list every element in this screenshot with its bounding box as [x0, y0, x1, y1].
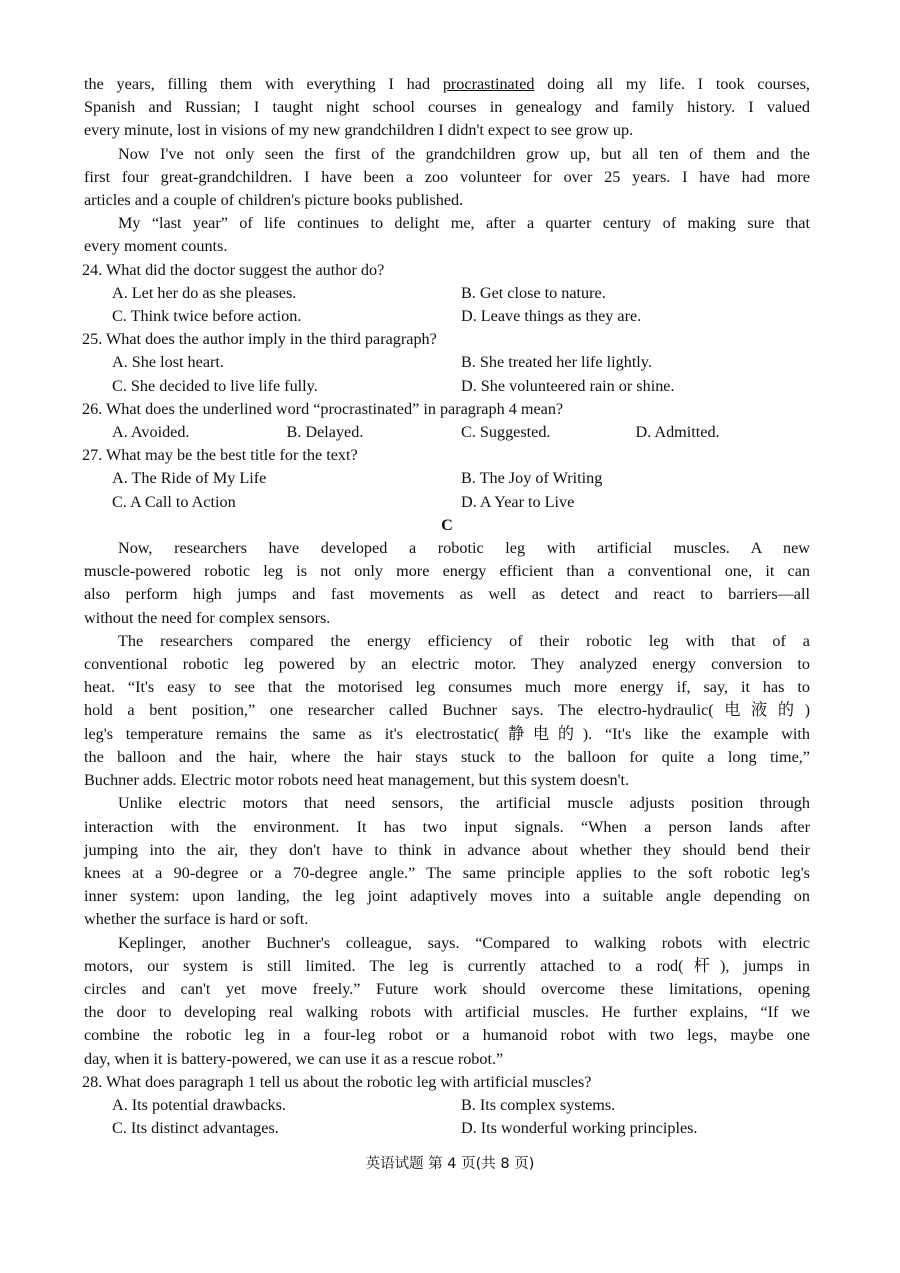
passage-line: Buchner adds. Electric motor robots need heat management, but this system doesn't.	[84, 771, 630, 790]
option-a[interactable]: A. The Ride of My Life	[112, 469, 267, 488]
option-c[interactable]: C. A Call to Action	[112, 492, 236, 511]
passage-line: whether the surface is hard or soft.	[84, 910, 309, 929]
passage-line: day, when it is battery-powered, we can use it as a rescue robot.”	[84, 1049, 504, 1068]
passage-line: articles and a couple of children's picture books published.	[84, 191, 464, 210]
passage-line: every moment counts.	[84, 237, 228, 256]
question-stem: 25. What does the author imply in the third paragraph?	[82, 330, 437, 349]
passage-line: jumping into the air, they don't have to think in advance about whether they should bend their	[84, 840, 810, 859]
text-fragment: doing all my life. I took courses,	[534, 75, 810, 93]
passage-line: circles and can't yet move freely.” Future work should overcome these limitations, opening	[84, 979, 810, 998]
option-c[interactable]: C. Its distinct advantages.	[112, 1119, 279, 1138]
option-b[interactable]: B. Its complex systems.	[461, 1095, 616, 1114]
option-row	[84, 351, 810, 374]
option-c[interactable]: C. She decided to live life fully.	[112, 376, 318, 395]
question-stem: 26. What does the underlined word “procrastinated” in paragraph 4 mean?	[82, 399, 564, 418]
option-a[interactable]: A. Its potential drawbacks.	[112, 1095, 286, 1114]
passage-line: muscle-powered robotic leg is not only more energy efficient than a conventional one, it can	[84, 562, 810, 581]
option-row	[84, 421, 810, 444]
option-d[interactable]: D. Leave things as they are.	[461, 307, 642, 326]
passage-line: Spanish and Russian; I taught night school courses in genealogy and family history. I valued	[84, 98, 810, 117]
option-row	[84, 467, 810, 490]
option-b[interactable]: B. The Joy of Writing	[461, 469, 603, 488]
passage-line: Now I've not only seen the first of the grandchildren grow up, but all ten of them and the	[118, 144, 810, 163]
option-row	[84, 1094, 810, 1117]
option-a[interactable]: A. She lost heart.	[112, 353, 224, 372]
option-a[interactable]: A. Avoided.	[112, 423, 190, 442]
passage-line: hold a bent position,” one researcher called Buchner says. The electro-hydraulic(电液的)	[84, 701, 810, 720]
passage-line: Now, researchers have developed a robotic leg with artificial muscles. A new	[118, 539, 810, 558]
option-d[interactable]: D. Admitted.	[635, 423, 720, 442]
question-stem: 28. What does paragraph 1 tell us about the robotic leg with artificial muscles?	[82, 1072, 592, 1091]
page-footer: 英语试题 第 4 页(共 8 页)	[365, 1156, 535, 1172]
passage-line: the balloon and the hair, where the hair stays stuck to the balloon for quite a long time,”	[84, 747, 810, 766]
passage-line: first four great-grandchildren. I have been a zoo volunteer for over 25 years. I have had more	[84, 167, 810, 186]
passage-line: leg's temperature remains the same as it's electrostatic(静电的). “It's like the example with	[84, 724, 810, 743]
option-row	[84, 491, 810, 514]
passage-line: without the need for complex sensors.	[84, 608, 331, 627]
passage-line: motors, our system is still limited. The leg is currently attached to a rod(杆), jumps in	[84, 956, 810, 975]
passage-line: knees at a 90-degree or a 70-degree angle.” The same principle applies to the soft robotic leg's	[84, 863, 810, 882]
passage-line: conventional robotic leg powered by an electric motor. They analyzed energy conversion to	[84, 655, 810, 674]
passage-line: Keplinger, another Buchner's colleague, says. “Compared to walking robots with electric	[118, 933, 810, 952]
option-a[interactable]: A. Let her do as she pleases.	[112, 283, 297, 302]
option-row	[84, 282, 810, 305]
passage-line: The researchers compared the energy efficiency of their robotic leg with that of a	[118, 631, 810, 650]
option-c[interactable]: C. Suggested.	[461, 423, 551, 442]
option-row	[84, 375, 810, 398]
option-row	[84, 1117, 810, 1140]
option-b[interactable]: B. Get close to nature.	[461, 283, 606, 302]
passage-line	[84, 73, 810, 96]
option-b[interactable]: B. Delayed.	[286, 423, 364, 442]
underlined-word: procrastinated	[442, 75, 535, 93]
text-fragment: the years, filling them with everything I had	[84, 75, 443, 93]
option-d[interactable]: D. She volunteered rain or shine.	[461, 376, 675, 395]
exam-page	[84, 73, 810, 1140]
passage-line: My “last year” of life continues to delight me, after a quarter century of making sure that	[118, 214, 810, 233]
option-b[interactable]: B. She treated her life lightly.	[461, 353, 652, 372]
passage-line: inner system: upon landing, the leg joint adaptively moves into a suitable angle depending on	[84, 887, 810, 906]
option-c[interactable]: C. Think twice before action.	[112, 307, 302, 326]
passage-line: Unlike electric motors that need sensors, the artificial muscle adjusts position through	[118, 794, 810, 813]
passage-line: combine the robotic leg in a four-leg robot or a humanoid robot with two legs, maybe one	[84, 1026, 810, 1045]
passage-line: interaction with the environment. It has two input signals. “When a person lands after	[84, 817, 810, 836]
question-stem: 27. What may be the best title for the text?	[82, 446, 358, 465]
option-d[interactable]: D. Its wonderful working principles.	[461, 1119, 698, 1138]
passage-line: the door to developing real walking robots with artificial muscles. He further explains, “If we	[84, 1003, 810, 1022]
option-row	[84, 305, 810, 328]
passage-line: every minute, lost in visions of my new grandchildren I didn't expect to see grow up.	[84, 121, 634, 140]
passage-line: heat. “It's easy to see that the motorised leg consumes much more energy if, say, it has to	[84, 678, 810, 697]
passage-line: also perform high jumps and fast movements as well as detect and react to barriers—all	[84, 585, 810, 604]
question-stem: 24. What did the doctor suggest the author do?	[82, 260, 385, 279]
option-d[interactable]: D. A Year to Live	[461, 492, 575, 511]
section-heading: C	[441, 515, 453, 534]
